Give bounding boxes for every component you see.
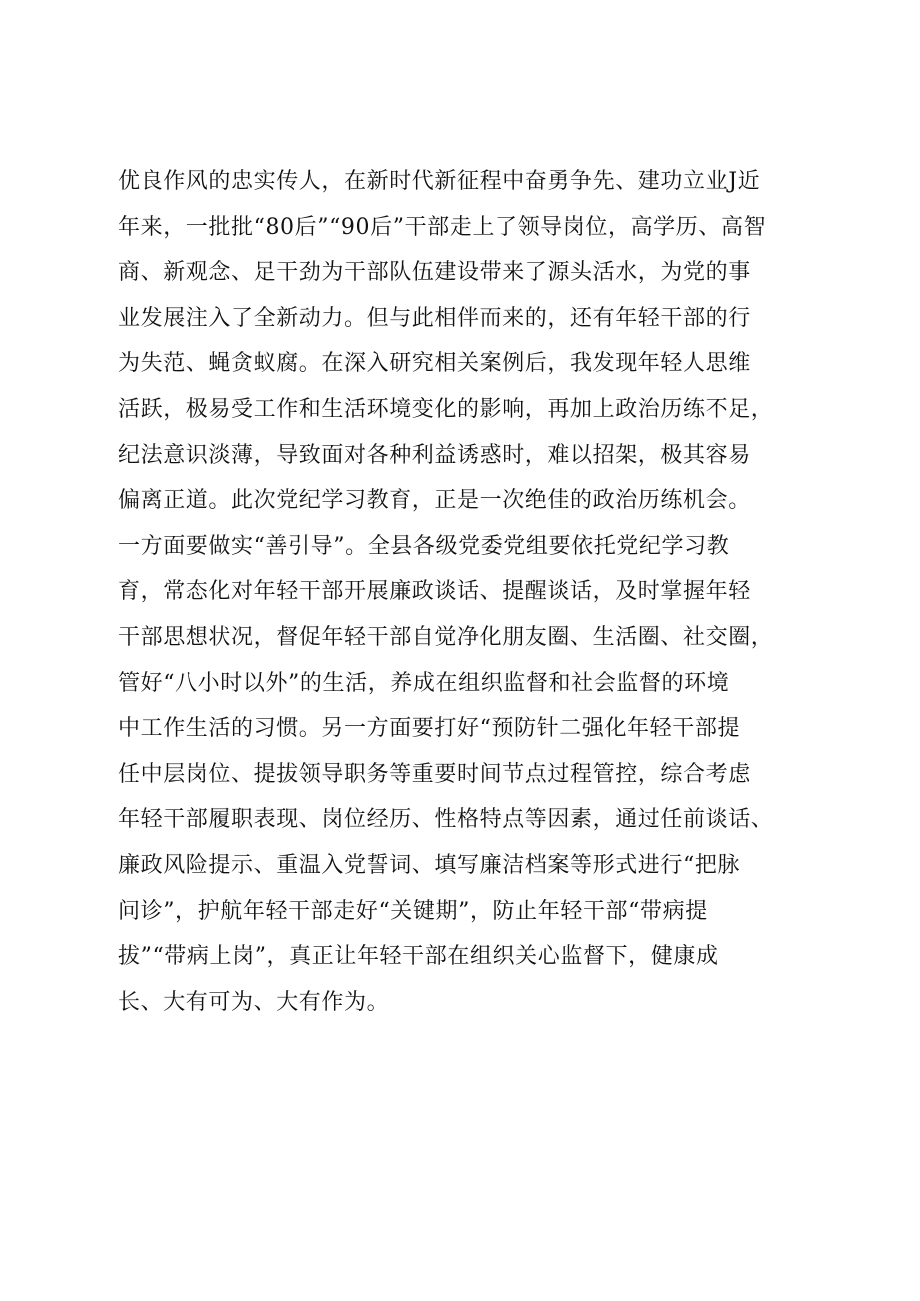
text-line: 年轻干部履职表现、岗位经历、性格特点等因素，通过任前谈话、 [118, 807, 774, 833]
text-line: 商、新观念、足干劲为干部队伍建设带来了源头活水，为党的事 [118, 260, 751, 286]
text-line: 为失范、蝇贪蚁腐。在深入研究相关案例后，我发现年轻人思维 [118, 351, 751, 377]
text-line: 育，常态化对年轻干部开展廉政谈话、提醒谈话，及时掌握年轻 [118, 579, 751, 605]
text-line: 优良作风的忠实传人，在新时代新征程中奋勇争先、建功立业J近 [118, 169, 761, 194]
text-line: 廉政风险提示、重温入党誓词、填写廉洁档案等形式进行“把脉 [118, 852, 741, 878]
text-line: 问诊”，护航年轻干部走好“关键期”，防止年轻干部“带病提 [118, 898, 708, 924]
body-text [118, 159, 818, 1025]
text-line: 一方面要做实“善引导”。全县各级党委党组要依托党纪学习教 [118, 533, 730, 559]
text-line: 活跃，极易受工作和生活环境变化的影响，再加上政治历练不足， [118, 396, 774, 422]
text-line: 任中层岗位、提拔领导职务等重要时间节点过程管控，综合考虑 [118, 761, 751, 787]
text-line: 长、大有可为、大有作为。 [118, 989, 390, 1015]
text-line: 中工作生活的习惯。另一方面要打好“预防针二强化年轻干部提 [118, 716, 741, 742]
text-line: 业发展注入了全新动力。但与此相伴而来的，还有年轻干部的行 [118, 305, 751, 331]
text-line: 干部思想状况，督促年轻干部自觉净化朋友圈、生活圈、社交圈， [118, 624, 774, 650]
text-line: 偏离正道。此次党纪学习教育，正是一次绝佳的政治历练机会。 [118, 488, 751, 514]
text-line: 拔”“带病上岗”，真正让年轻干部在组织关心监督下，健康成 [118, 944, 719, 970]
text-line: 管好“八小时以外”的生活，养成在组织监督和社会监督的环境 [118, 670, 730, 696]
text-line: 年来，一批批“80后”“90后”干部走上了领导岗位，高学历、高智 [118, 214, 767, 240]
text-line: 纪法意识淡薄，导致面对各种利益诱惑时，难以招架，极其容易 [118, 442, 751, 468]
